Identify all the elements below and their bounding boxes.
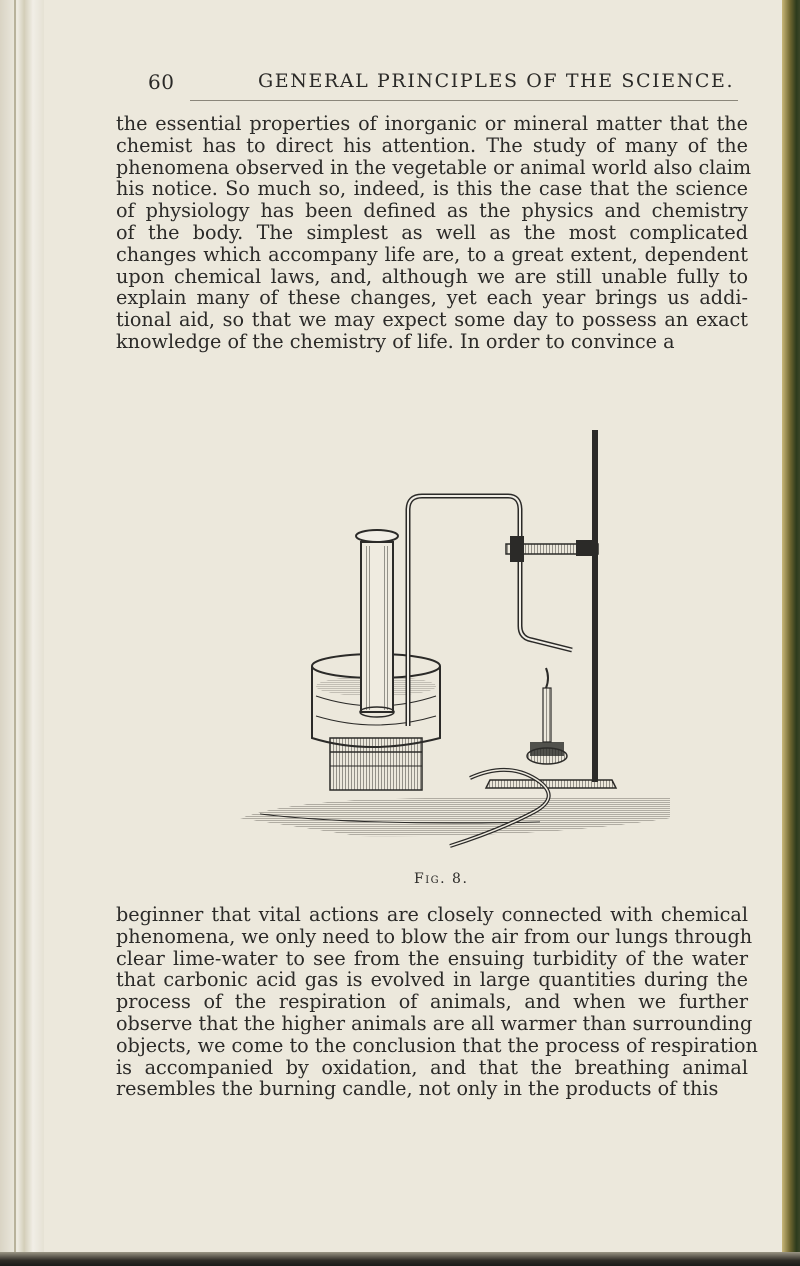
text-line: resembles the burning candle, not only in the products of this <box>116 1077 719 1101</box>
text-line: phenomena, we only need to blow the air from our lungs through <box>116 924 753 948</box>
running-head <box>148 70 748 96</box>
candle-burner <box>527 668 567 764</box>
text-line: tional aid, so that we may expect some day to possess an exact <box>116 308 748 332</box>
text-line: his notice. So much so, indeed, is this the case that the science <box>116 177 748 201</box>
paragraph-2 <box>116 903 758 1101</box>
figure-caption: Fig. 8. <box>414 871 469 887</box>
text-line: process of the respiration of animals, and when we further <box>116 990 748 1014</box>
text-line: observe that the higher animals are all warmer than surrounding <box>116 1011 753 1035</box>
page-number: 60 <box>148 70 175 94</box>
text-line: beginner that vital actions are closely connected with chemical <box>116 903 748 926</box>
text-line: explain many of these changes, yet each year brings us addi- <box>116 286 748 310</box>
text-line: phenomena observed in the vegetable or animal world also claim <box>116 155 752 179</box>
text-line: of physiology has been defined as the physics and chemistry <box>116 199 748 223</box>
text-line: clear lime-water to see from the ensuing turbidity of the water <box>116 946 748 970</box>
page-edge <box>782 0 800 1266</box>
table-surface <box>240 798 670 836</box>
text-line: that carbonic acid gas is evolved in large quantities during the <box>116 968 748 992</box>
text-line: upon chemical laws, and, although we are still unable fully to <box>116 264 748 288</box>
text-line: the essential properties of inorganic or mineral matter that the <box>116 112 748 135</box>
paragraph-1 <box>116 112 752 353</box>
running-title: GENERAL PRINCIPLES OF THE SCIENCE. <box>258 70 735 92</box>
page-bottom-edge <box>0 1252 800 1266</box>
text-line: objects, we come to the conclusion that the process of respiration <box>116 1033 758 1057</box>
apparatus-illustration <box>240 426 670 858</box>
text-line: is accompanied by oxidation, and that the breathing animal <box>116 1055 748 1079</box>
text-line: changes which accompany life are, to a great extent, dependent <box>116 242 748 266</box>
header-rule <box>190 100 738 101</box>
gas-cylinder <box>356 530 398 717</box>
page-gutter <box>0 0 44 1266</box>
text-line: knowledge of the chemistry of life. In order to convince a <box>116 329 675 353</box>
text-line: of the body. The simplest as well as the most complicated <box>116 220 748 244</box>
text-line: chemist has to direct his attention. The study of many of the <box>116 133 748 157</box>
